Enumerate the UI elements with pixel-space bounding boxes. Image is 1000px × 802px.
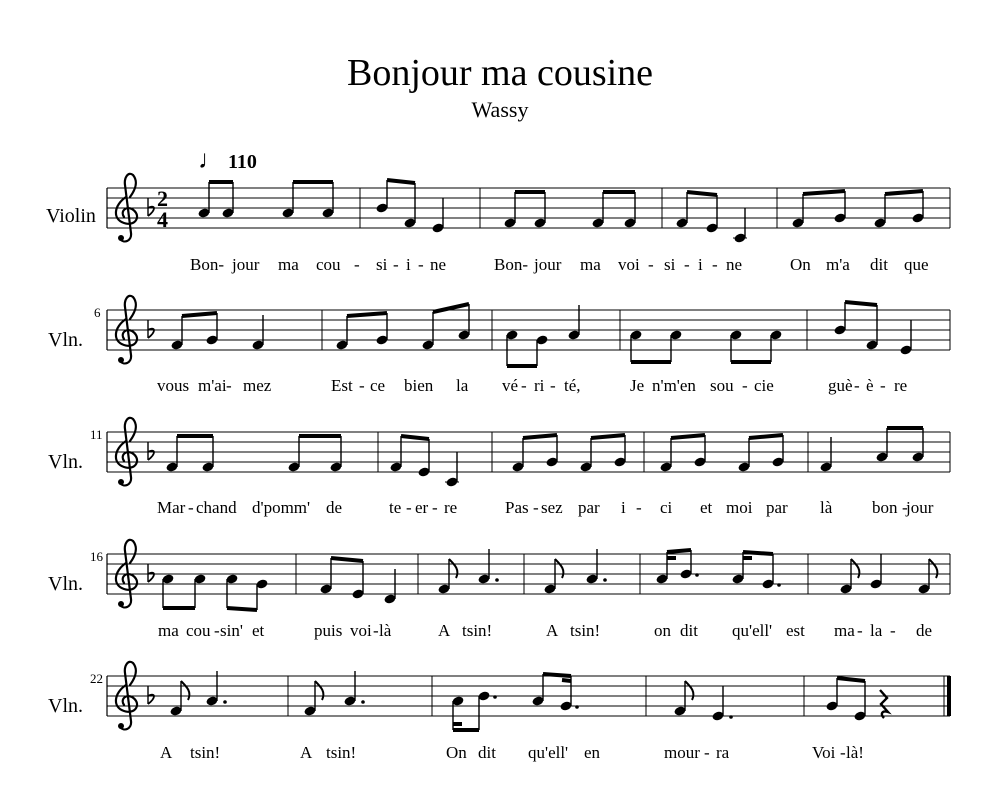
lyric-syllable: A: [546, 621, 559, 640]
lyric-syllable: Voi: [812, 743, 836, 762]
lyric-hyphen: -: [406, 498, 412, 517]
notes-m17: [319, 558, 396, 605]
lyric-syllable: par: [578, 498, 600, 517]
tempo-bpm: 110: [228, 151, 257, 173]
composer-name: Wassy: [471, 97, 529, 122]
notes-m18: [437, 549, 498, 595]
lyric-syllable: ma: [580, 255, 601, 274]
lyric-syllable: ri: [534, 376, 545, 395]
staff-system-2: [107, 296, 950, 366]
lyric-syllable: qu'ell': [528, 743, 569, 762]
lyric-syllable: si: [664, 255, 676, 274]
lyric-syllable: tsin!: [190, 743, 221, 762]
lyric-syllable: ne: [430, 255, 447, 274]
notes-m1: [197, 182, 334, 219]
lyric-syllable: te: [389, 498, 402, 517]
lyric-syllable: cie: [754, 376, 774, 395]
notes-m19: [543, 549, 606, 595]
instrument-label-short: Vln.: [48, 451, 83, 473]
lyric-hyphen: -: [533, 498, 539, 517]
lyric-hyphen: -: [418, 255, 424, 274]
lyric-hyphen: -: [636, 498, 642, 517]
lyric-syllable: guè: [828, 376, 853, 395]
measure-number: 11: [90, 427, 103, 442]
lyric-syllable: vé: [502, 376, 519, 395]
instrument-label-full: Violin: [46, 205, 96, 227]
lyric-hyphen: -: [890, 621, 896, 640]
lyric-syllable: mez: [243, 376, 272, 395]
lyric-hyphen: -: [840, 743, 846, 762]
measure-number: 16: [90, 549, 103, 564]
lyric-syllable: vous: [157, 376, 190, 395]
staff-system-4: [107, 540, 950, 610]
lyric-hyphen: -: [214, 621, 220, 640]
notes-m14: [659, 435, 784, 473]
lyric-syllable: qu'ell': [732, 621, 773, 640]
lyric-syllable: bien: [404, 376, 434, 395]
lyric-hyphen: -: [684, 255, 690, 274]
lyric-syllable: cou: [316, 255, 341, 274]
lyric-syllable: et: [252, 621, 265, 640]
measure-number: 22: [90, 671, 103, 686]
lyric-syllable: ma: [278, 255, 299, 274]
lyric-syllable: moi: [726, 498, 753, 517]
lyric-syllable: mour: [664, 743, 700, 762]
lyric-syllable: de: [326, 498, 343, 517]
lyric-syllable: è: [866, 376, 874, 395]
lyric-syllable: Bon-: [190, 255, 224, 274]
lyric-syllable: dit: [680, 621, 698, 640]
score-title: Bonjour ma cousine: [346, 52, 654, 94]
lyric-syllable: m'a: [826, 255, 850, 274]
notes-m9: [629, 329, 782, 362]
staff-system-1: [107, 174, 950, 244]
notes-m6: [170, 313, 264, 351]
lyric-syllable: jour: [232, 255, 260, 274]
lyric-hyphen: -: [354, 255, 360, 274]
lyric-syllable: A: [300, 743, 313, 762]
notes-m15: [819, 428, 924, 473]
lyric-hyphen: -: [880, 376, 886, 395]
lyric-syllable: i: [698, 255, 703, 274]
lyric-hyphen: -: [712, 255, 718, 274]
lyric-syllable: de: [916, 621, 933, 640]
lyric-hyphen: -: [393, 255, 399, 274]
lyric-hyphen: -: [854, 376, 860, 395]
notes-m11: [165, 436, 342, 473]
time-signature-bottom: 4: [157, 207, 168, 232]
lyric-syllable: ci: [660, 498, 673, 517]
lyric-syllable: dit: [870, 255, 888, 274]
lyric-hyphen: -: [226, 376, 232, 395]
quarter-rest-icon: [880, 690, 888, 718]
lyric-syllable: là: [820, 498, 833, 517]
lyric-hyphen: -: [432, 498, 438, 517]
lyric-syllable: en: [584, 743, 601, 762]
lyric-hyphen: -: [648, 255, 654, 274]
notes-m5: [791, 191, 924, 229]
lyric-syllable: Pas: [505, 498, 529, 517]
notes-m22: [169, 671, 226, 717]
lyric-syllable: dit: [478, 743, 496, 762]
lyric-syllable: er: [415, 498, 429, 517]
lyric-syllable: si: [376, 255, 388, 274]
lyric-syllable: tsin!: [570, 621, 601, 640]
lyric-hyphen: -: [373, 621, 379, 640]
notes-m3: [503, 192, 636, 229]
notes-m23: [303, 671, 364, 717]
lyric-hyphen: -: [742, 376, 748, 395]
lyric-syllable: n'm'en: [652, 376, 696, 395]
lyric-syllable: On: [790, 255, 811, 274]
notes-m7: [335, 304, 470, 351]
instrument-label-short: Vln.: [48, 695, 83, 717]
notes-m13: [511, 435, 626, 473]
lyric-syllable: i: [406, 255, 411, 274]
instrument-label-short: Vln.: [48, 573, 83, 595]
lyric-syllable: ce: [370, 376, 386, 395]
lyric-syllable: ma: [834, 621, 855, 640]
lyric-syllable: A: [438, 621, 451, 640]
lyric-syllable: d'pomm': [252, 498, 311, 517]
lyric-syllable: la: [456, 376, 469, 395]
time-signature-top: 2: [157, 186, 168, 211]
lyric-syllable: On: [446, 743, 467, 762]
lyric-syllable: jour: [906, 498, 934, 517]
lyric-syllable: puis: [314, 621, 343, 640]
notes-m16: [161, 573, 268, 610]
lyric-syllable: cou: [186, 621, 211, 640]
lyric-syllable: sez: [541, 498, 563, 517]
lyric-hyphen: -: [188, 498, 194, 517]
lyric-hyphen: -: [521, 376, 527, 395]
lyric-syllable: que: [904, 255, 929, 274]
lyric-syllable: ne: [726, 255, 743, 274]
instrument-label-short: Vln.: [48, 329, 83, 351]
notes-m24: [451, 674, 578, 730]
lyric-hyphen: -: [902, 498, 908, 517]
lyric-syllable: est: [786, 621, 805, 640]
lyric-syllable: té,: [564, 376, 581, 395]
lyric-syllable: ma: [158, 621, 179, 640]
lyric-syllable: Bon-: [494, 255, 528, 274]
notes-m26: [825, 678, 888, 722]
lyric-syllable: tsin!: [326, 743, 357, 762]
measure-number: 6: [94, 305, 101, 320]
lyric-syllable: la: [870, 621, 883, 640]
lyric-syllable: re: [894, 376, 908, 395]
lyric-syllable: m'ai: [198, 376, 227, 395]
lyric-syllable: Je: [630, 376, 645, 395]
lyric-syllable: là: [379, 621, 392, 640]
lyric-syllable: i: [621, 498, 626, 517]
lyric-hyphen: -: [704, 743, 710, 762]
lyric-syllable: jour: [534, 255, 562, 274]
staff-system-5: [107, 662, 950, 730]
lyric-syllable: sou: [710, 376, 734, 395]
notes-m8: [505, 305, 580, 366]
lyric-syllable: chand: [196, 498, 237, 517]
lyric-syllable: voi: [618, 255, 640, 274]
lyric-syllable: sin': [220, 621, 243, 640]
quarter-note-icon: ♩: [198, 145, 224, 174]
lyric-syllable: A: [160, 743, 173, 762]
lyric-syllable: là!: [846, 743, 864, 762]
lyric-hyphen: -: [359, 376, 365, 395]
lyric-syllable: tsin!: [462, 621, 493, 640]
lyric-syllable: Mar: [157, 498, 186, 517]
lyric-syllable: ra: [716, 743, 730, 762]
lyric-syllable: voi: [350, 621, 372, 640]
lyric-syllable: on: [654, 621, 671, 640]
lyric-syllable: bon: [872, 498, 898, 517]
lyric-hyphen: -: [550, 376, 556, 395]
lyric-syllable: Est: [331, 376, 353, 395]
staff-system-3: [107, 418, 950, 488]
lyric-syllable: re: [444, 498, 458, 517]
lyric-syllable: et: [700, 498, 713, 517]
lyric-syllable: par: [766, 498, 788, 517]
lyric-hyphen: -: [857, 621, 863, 640]
